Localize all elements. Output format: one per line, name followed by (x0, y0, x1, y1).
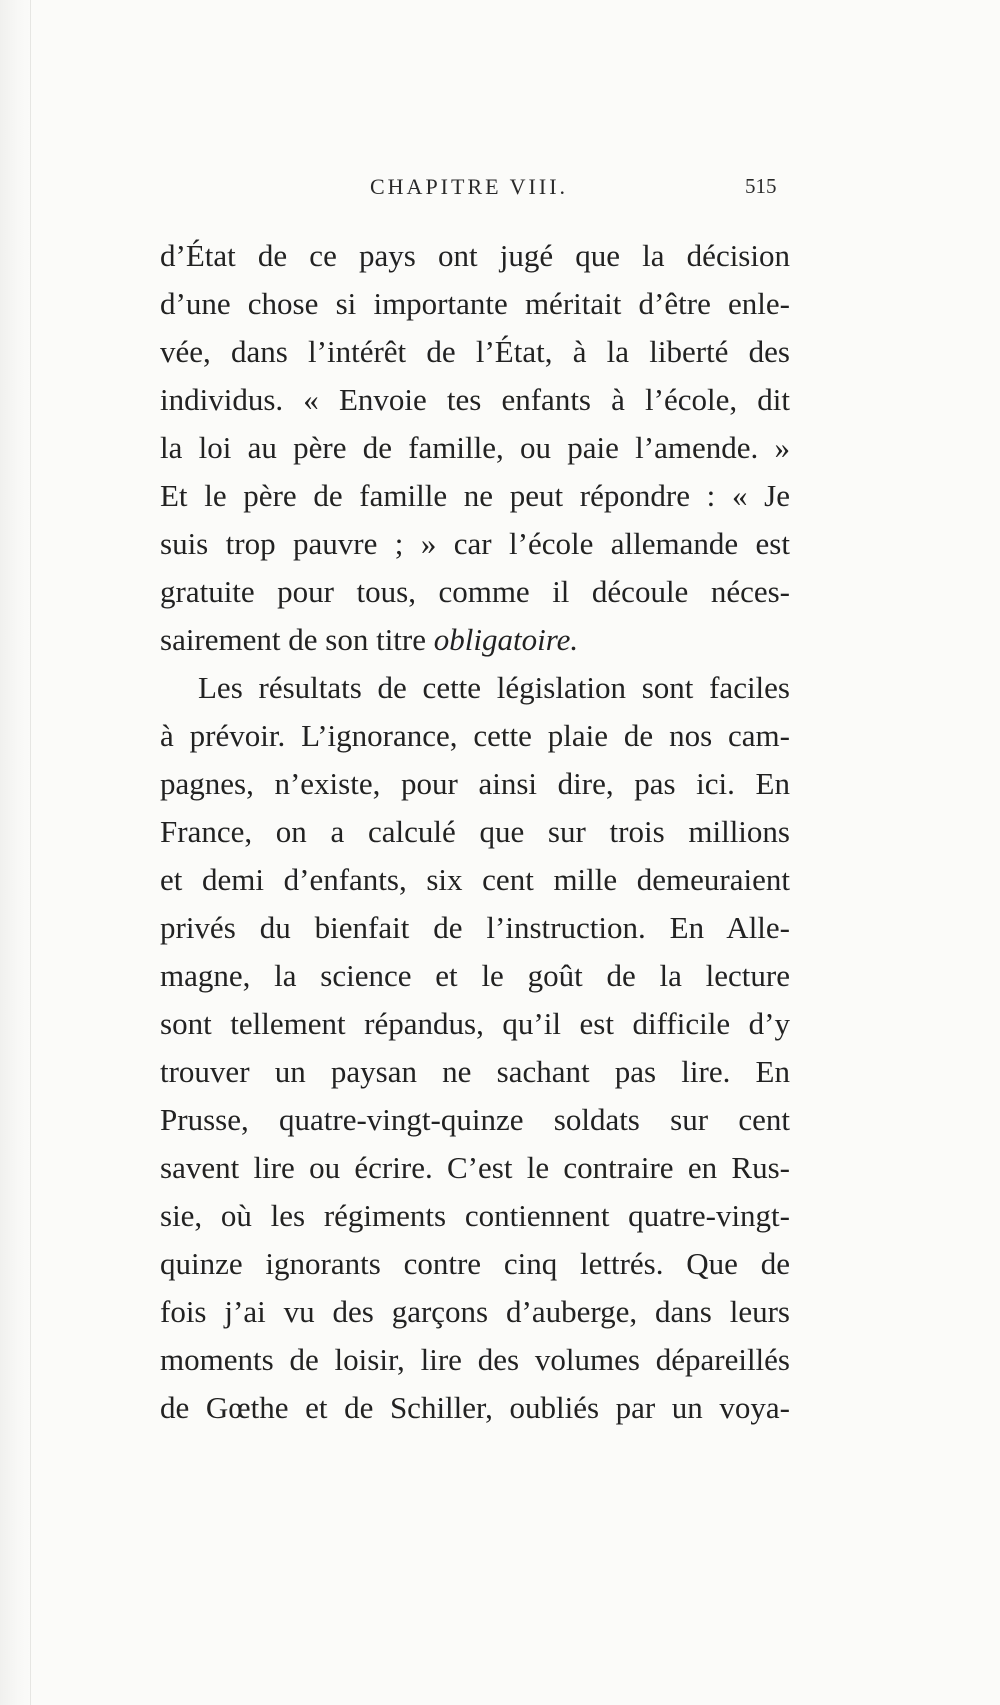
text-line: pagnes, n’existe, pour ainsi dire, pas ici. En (160, 766, 790, 801)
text-segment: sairement de son titre (160, 622, 434, 657)
text-line: la loi au père de famille, ou paie l’amende. » (160, 430, 790, 465)
text-line: sie, où les régiments contiennent quatre-vingt- (160, 1198, 790, 1233)
text-line: Les résultats de cette législation sont faciles (198, 670, 790, 705)
text-line: France, on a calculé que sur trois millions (160, 814, 790, 849)
page-gutter (0, 0, 31, 1705)
body-text (160, 232, 790, 1432)
text-line: gratuite pour tous, comme il découle néces- (160, 574, 790, 609)
text-line: magne, la science et le goût de la lecture (160, 958, 790, 993)
text-line: savent lire ou écrire. C’est le contraire en Rus- (160, 1150, 790, 1185)
chapter-title: CHAPITRE VIII. (370, 174, 569, 199)
text-line: sont tellement répandus, qu’il est difficile d’y (160, 1006, 790, 1041)
text-line: quinze ignorants contre cinq lettrés. Que de (160, 1246, 790, 1281)
paragraph (160, 664, 790, 1432)
text-line: moments de loisir, lire des volumes dépareillés (160, 1342, 790, 1377)
text-line (160, 616, 790, 664)
text-line: d’une chose si importante méritait d’être enle- (160, 286, 790, 321)
paragraph (160, 232, 790, 664)
text-line: privés du bienfait de l’instruction. En Alle- (160, 910, 790, 945)
text-line: de Gœthe et de Schiller, oubliés par un voya- (160, 1390, 790, 1425)
text-line: et demi d’enfants, six cent mille demeuraient (160, 862, 790, 897)
text-line: trouver un paysan ne sachant pas lire. En (160, 1054, 790, 1089)
text-line: à prévoir. L’ignorance, cette plaie de nos cam- (160, 718, 790, 753)
text-line: suis trop pauvre ; » car l’école allemande est (160, 526, 790, 561)
text-line: vée, dans l’intérêt de l’État, à la liberté des (160, 334, 790, 369)
running-head (160, 174, 790, 204)
text-line: fois j’ai vu des garçons d’auberge, dans leurs (160, 1294, 790, 1329)
page-number: 515 (745, 174, 777, 198)
text-line: d’État de ce pays ont jugé que la décision (160, 238, 790, 273)
emphasized-word: obligatoire. (433, 622, 579, 657)
text-line: Et le père de famille ne peut répondre : « Je (160, 478, 790, 513)
text-line: Prusse, quatre-vingt-quinze soldats sur cent (160, 1102, 790, 1137)
text-line: individus. « Envoie tes enfants à l’école, dit (160, 382, 790, 417)
